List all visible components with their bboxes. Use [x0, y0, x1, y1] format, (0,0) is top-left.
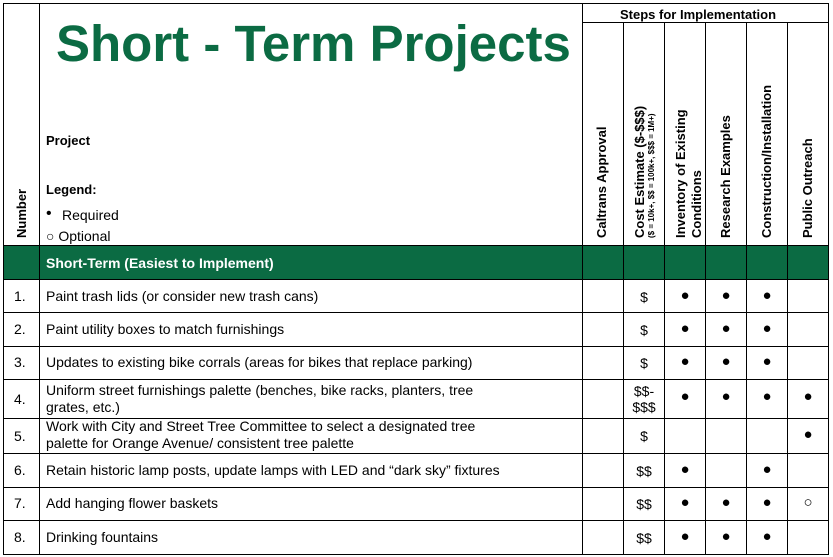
section-label: Short-Term (Easiest to Implement)	[46, 255, 274, 271]
row-cost-line2: $$$	[632, 399, 656, 415]
row-research-mark: ●	[721, 353, 731, 370]
row-number: 1.	[14, 288, 26, 304]
row-cost: $	[640, 428, 648, 444]
row-project: Paint trash lids (or consider new trash cans)	[46, 288, 319, 304]
row-construction-mark: ●	[762, 461, 772, 478]
row-construction-mark: ●	[762, 388, 772, 405]
grid-line	[3, 3, 829, 4]
row-research-mark: ●	[721, 528, 731, 545]
row-inventory-mark: ●	[680, 461, 690, 478]
col-header-caltrans: Caltrans Approval	[594, 126, 609, 238]
row-number: 4.	[14, 391, 26, 407]
row-project: Uniform street furnishings palette (benches, bike racks, planters, tree	[46, 382, 474, 398]
row-cost: $	[640, 322, 648, 338]
number-header: Number	[14, 188, 29, 238]
col-header-cost-key: ($ = 10k+, $$ = 100k+, $$$ = 1M+)	[647, 113, 656, 238]
row-project: Retain historic lamp posts, update lamps with LED and “dark sky” fixtures	[46, 462, 500, 478]
row-outreach-mark: ○	[803, 494, 813, 511]
legend-header: Legend:	[46, 182, 97, 197]
row-inventory-mark: ●	[680, 353, 690, 370]
grid-line	[828, 3, 829, 555]
row-research-mark: ●	[721, 388, 731, 405]
legend-required: Required	[62, 207, 119, 223]
grid-line	[582, 3, 583, 555]
row-cost: $$	[636, 463, 652, 479]
steps-header: Steps for Implementation	[620, 7, 777, 22]
col-header-research: Research Examples	[718, 115, 733, 238]
legend-required-symbol: •	[46, 205, 52, 222]
grid-line	[787, 22, 788, 555]
grid-line	[39, 3, 40, 555]
row-construction-mark: ●	[762, 528, 772, 545]
row-project: Add hanging flower baskets	[46, 495, 218, 511]
legend-optional: ○ Optional	[46, 228, 111, 244]
col-header-inventory-line2: Conditions	[689, 170, 704, 238]
row-cost: $$-	[633, 383, 655, 399]
row-cost: $	[640, 355, 648, 371]
row-project: Updates to existing bike corrals (areas for bikes that replace parking)	[46, 354, 473, 370]
row-outreach-mark: ●	[803, 388, 813, 405]
row-number: 7.	[14, 495, 26, 511]
row-research-mark: ●	[721, 494, 731, 511]
grid-line	[3, 3, 4, 555]
row-inventory-mark: ●	[680, 494, 690, 511]
col-header-inventory: Inventory of Existing	[673, 109, 688, 238]
row-number: 6.	[14, 462, 26, 478]
row-research-mark: ●	[721, 320, 731, 337]
row-cost: $	[640, 289, 648, 305]
row-inventory-mark: ●	[680, 320, 690, 337]
row-construction-mark: ●	[762, 353, 772, 370]
row-project-line2: grates, etc.)	[46, 399, 120, 415]
row-construction-mark: ●	[762, 320, 772, 337]
col-header-construction: Construction/Installation	[759, 84, 774, 238]
col-header-cost: Cost Estimate ($-$$$)	[632, 105, 647, 238]
project-header: Project	[46, 133, 91, 148]
row-inventory-mark: ●	[680, 388, 690, 405]
row-outreach-mark: ●	[803, 426, 813, 443]
row-inventory-mark: ●	[680, 287, 690, 304]
row-cost: $$	[636, 530, 652, 546]
row-project: Work with City and Street Tree Committee to select a designated tree	[46, 418, 476, 434]
row-cost: $$	[636, 496, 652, 512]
row-number: 3.	[14, 354, 26, 370]
row-project-line2: palette for Orange Avenue/ consistent tree palette	[46, 435, 354, 451]
row-project: Drinking fountains	[46, 529, 159, 545]
col-header-outreach: Public Outreach	[800, 138, 815, 238]
row-construction-mark: ●	[762, 494, 772, 511]
row-construction-mark: ●	[762, 287, 772, 304]
row-project: Paint utility boxes to match furnishings	[46, 321, 285, 337]
row-inventory-mark: ●	[680, 528, 690, 545]
page-title: Short - Term Projects	[48, 10, 572, 78]
row-research-mark: ●	[721, 287, 731, 304]
row-number: 5.	[14, 428, 26, 444]
row-number: 2.	[14, 321, 26, 337]
row-number: 8.	[14, 529, 26, 545]
